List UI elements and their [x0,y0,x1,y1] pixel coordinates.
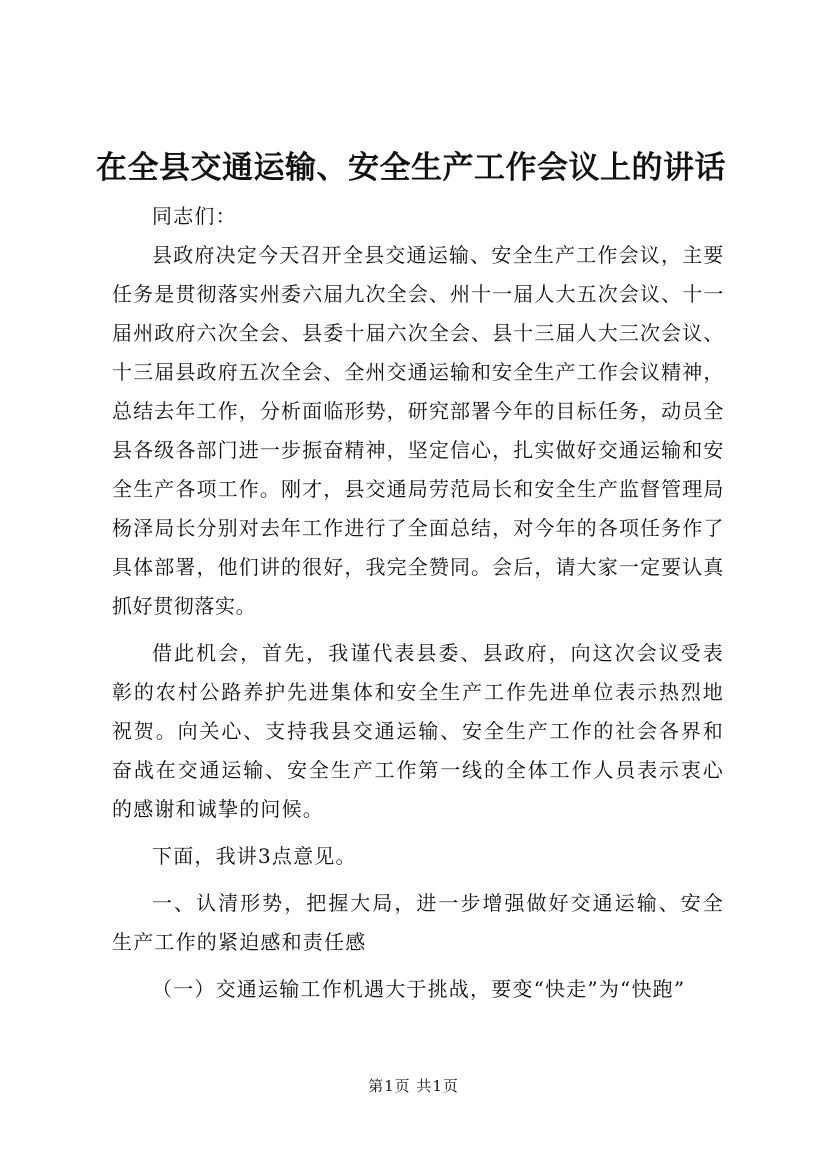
salutation: 同志们： [152,204,237,228]
page-footer: 第1页 共1页 [368,1077,459,1095]
document-body [112,197,724,1009]
paragraph-congratulations: 借此机会，首先，我谨代表县委、县政府，向这次会议受表彰的农村公路养护先进集体和安全生产工作先进单位表示热烈地祝贺。向关心、支持我县交通运输、安全生产工作的社会各界和奋战在交通运输、安全生产工作第一线的全体工作人员表示衷心的感谢和诚挚的问候。 [112,641,724,821]
document-title: 在全县交通运输、安全生产工作会议上的讲话 [96,150,726,186]
paragraph-opening: 县政府决定今天召开全县交通运输、安全生产工作会议，主要任务是贯彻落实州委六届九次全会、州十一届人大五次会议、十一届州政府六次全会、县委十届六次全会、县十三届人大三次会议、十三届县政府五次全会、全州交通运输和安全生产工作会议精神，总结去年工作，分析面临形势，研究部署今年的目标任务，动员全县各级各部门进一步振奋精神，坚定信心，扎实做好交通运输和安全生产各项工作。刚才，县交通局劳范局长和安全生产监督管理局杨泽局长分别对去年工作进行了全面总结，对今年的各项任务作了具体部署，他们讲的很好，我完全赞同。会后，请大家一定要认真抓好贯彻落实。 [112,243,724,618]
paragraph-intro-points: 下面，我讲3点意见。 [152,844,357,868]
section-heading-1: 一、认清形势，把握大局，进一步增强做好交通运输、安全生产工作的紧迫感和责任感 [112,891,724,954]
subsection-heading-1: （一）交通运输工作机遇大于挑战，要变“快走”为“快跑” [152,977,686,1001]
